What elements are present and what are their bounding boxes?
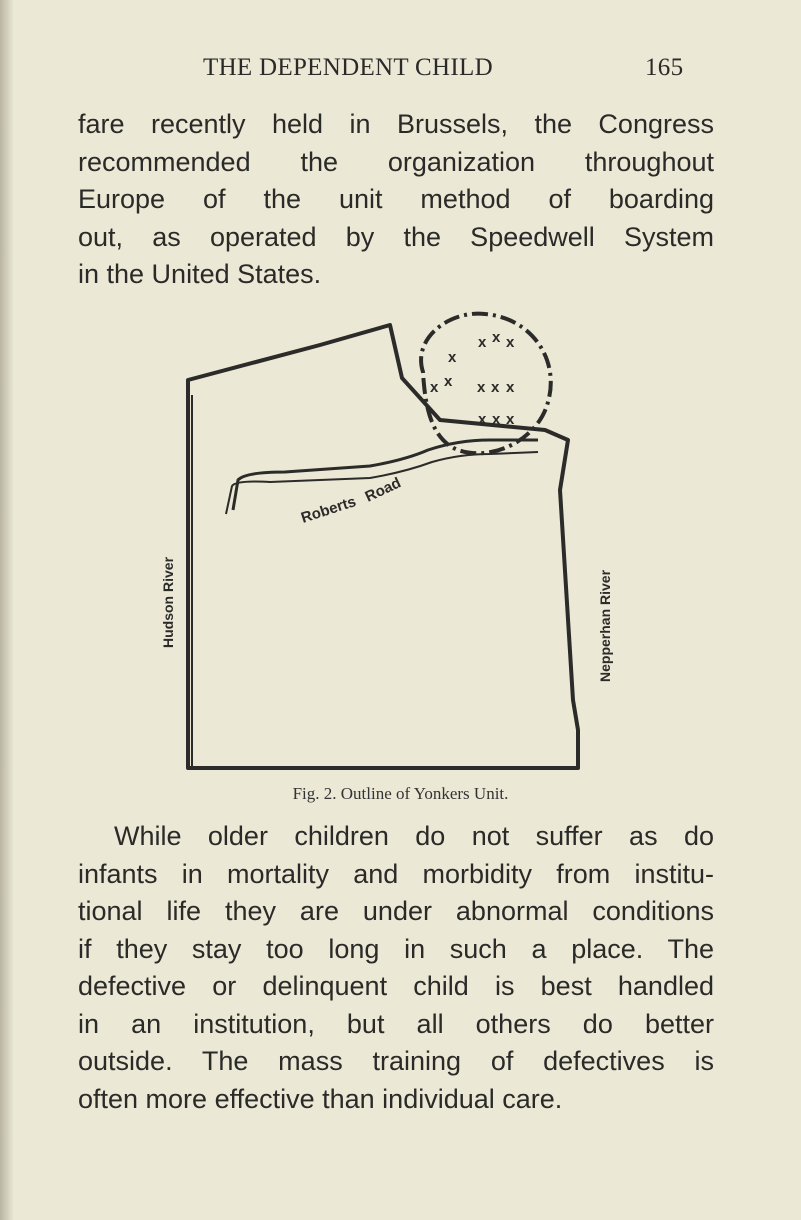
text-line: tional life they are under abnormal conditions: [78, 896, 714, 926]
text-line: in the United States.: [78, 259, 322, 289]
marker-x: x: [448, 349, 457, 366]
page-edge-shadow: [0, 0, 14, 1220]
paragraph-2: [78, 818, 714, 1118]
map-outline: [140, 290, 620, 780]
marker-x: x: [506, 334, 515, 351]
marker-group: [430, 329, 515, 428]
page-number: 165: [645, 54, 684, 81]
marker-x: x: [444, 373, 453, 390]
text-line: outside. The mass training of defectives is: [78, 1046, 714, 1076]
text-line: fare recently held in Brussels, the Congress: [78, 109, 714, 139]
marker-x: x: [492, 329, 501, 346]
river-label-hudson: Hudson River: [160, 556, 176, 648]
text-line: While older children do not suffer as do: [114, 821, 714, 851]
marker-x: x: [478, 411, 487, 428]
text-line: often more effective than individual care.: [78, 1083, 563, 1114]
paragraph-1: [78, 106, 714, 294]
river-label-nepperhan: Nepperhan River: [597, 569, 613, 682]
marker-x: x: [430, 379, 439, 396]
text-line: defective or delinquent child is best handled: [78, 971, 714, 1001]
marker-x: x: [477, 379, 486, 396]
text-line: out, as operated by the Speedwell System: [78, 221, 714, 252]
text-line: infants in mortality and morbidity from institu-: [78, 858, 714, 889]
marker-x: x: [491, 379, 500, 396]
marker-x: x: [492, 411, 501, 428]
running-title: THE DEPENDENT CHILD: [203, 54, 493, 81]
yonkers-unit-figure: [140, 290, 620, 780]
text-line: recommended the organization throughout: [78, 146, 714, 177]
running-head: [0, 48, 801, 88]
marker-x: x: [506, 411, 515, 428]
text-line: in an institution, but all others do better: [78, 1008, 714, 1039]
figure-caption: Fig. 2. Outline of Yonkers Unit.: [292, 784, 509, 803]
marker-x: x: [506, 379, 515, 396]
text-line: if they stay too long in such a place. The: [78, 933, 714, 964]
unit-boundary: [188, 325, 578, 768]
road-label-roberts: Roberts: [298, 493, 359, 527]
marker-x: x: [478, 334, 487, 351]
text-line: Europe of the unit method of boarding: [78, 184, 714, 214]
road-label-road: Road: [362, 474, 404, 506]
